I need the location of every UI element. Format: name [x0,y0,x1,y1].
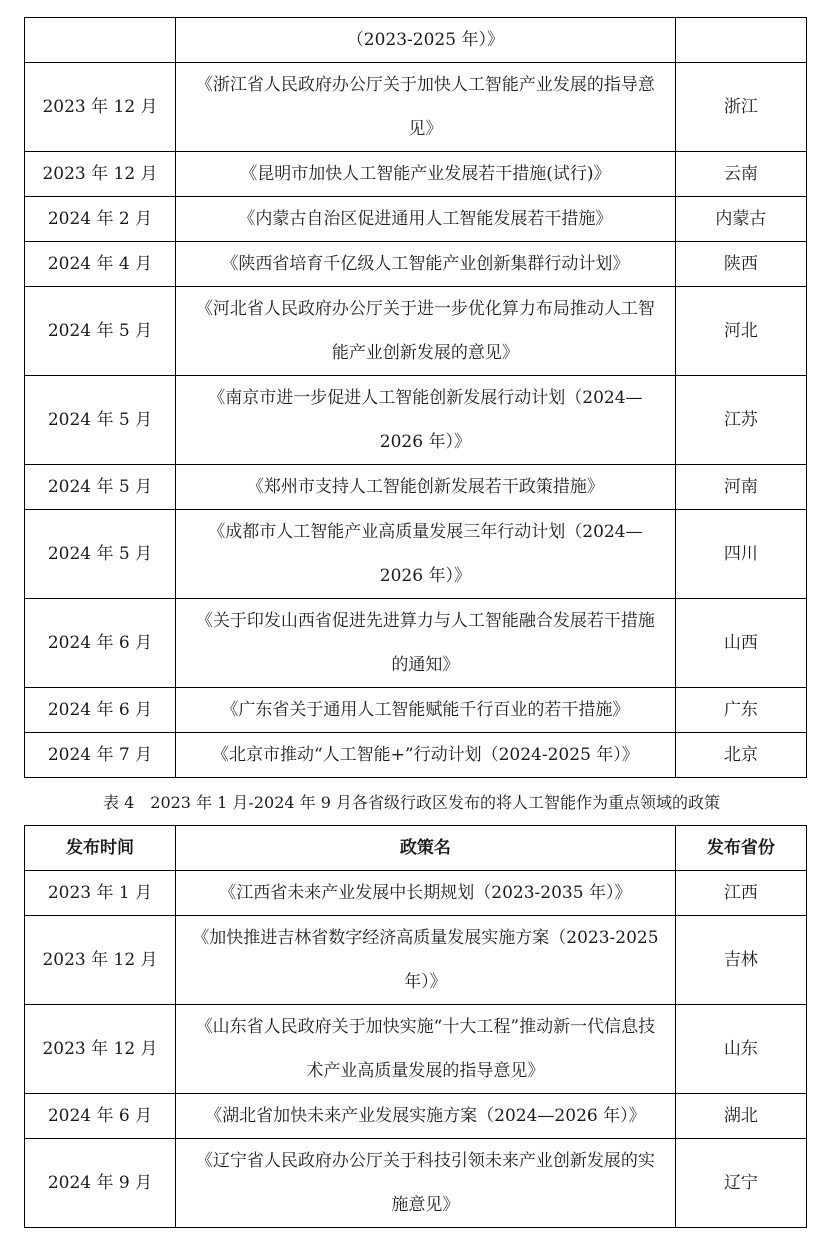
province-cell: 湖北 [675,1094,806,1139]
date-cell: 2024 年 5 月 [25,287,176,376]
policy-cell: 《江西省未来产业发展中长期规划（2023-2035 年）》 [175,871,675,916]
header-date: 发布时间 [25,826,176,871]
table-row [25,376,807,465]
date-cell: 2024 年 4 月 [25,242,176,287]
policy-table-4 [24,825,807,1228]
header-province: 发布省份 [675,826,806,871]
table-row [25,688,807,733]
policy-cell: 《内蒙古自治区促进通用人工智能发展若干措施》 [175,197,675,242]
policy-cell: 《广东省关于通用人工智能赋能千行百业的若干措施》 [175,688,675,733]
date-cell: 2024 年 2 月 [25,197,176,242]
header-policy: 政策名 [175,826,675,871]
date-cell: 2023 年 12 月 [25,1005,176,1094]
table-row [25,510,807,599]
province-cell: 陕西 [675,242,806,287]
policy-cell: 《北京市推动“人工智能+”行动计划（2024-2025 年）》 [175,733,675,778]
policy-cell: 《湖北省加快未来产业发展实施方案（2024—2026 年）》 [175,1094,675,1139]
table-row [25,916,807,1005]
province-cell: 吉林 [675,916,806,1005]
table-row [25,197,807,242]
date-cell: 2024 年 5 月 [25,376,176,465]
province-cell: 河北 [675,287,806,376]
table-row [25,1094,807,1139]
table-row [25,242,807,287]
table-row [25,1139,807,1228]
date-cell: 2023 年 12 月 [25,916,176,1005]
date-cell [25,18,176,63]
province-cell: 浙江 [675,63,806,152]
policy-table-continued [24,17,807,778]
policy-cell: 《成都市人工智能产业高质量发展三年行动计划（2024—2026 年）》 [175,510,675,599]
policy-cell: 《昆明市加快人工智能产业发展若干措施(试行)》 [175,152,675,197]
table-caption: 表 4 2023 年 1 月-2024 年 9 月各省级行政区发布的将人工智能作为重点领域的政策 [103,793,720,812]
table-row [25,871,807,916]
date-cell: 2024 年 5 月 [25,510,176,599]
date-cell: 2024 年 6 月 [25,599,176,688]
table-row [25,18,807,63]
policy-cell: 《辽宁省人民政府办公厅关于科技引领未来产业创新发展的实施意见》 [175,1139,675,1228]
table-row [25,287,807,376]
policy-cell: （2023-2025 年）》 [175,18,675,63]
policy-cell: 《郑州市支持人工智能创新发展若干政策措施》 [175,465,675,510]
province-cell: 江西 [675,871,806,916]
province-cell: 内蒙古 [675,197,806,242]
policy-cell: 《河北省人民政府办公厅关于进一步优化算力布局推动人工智能产业创新发展的意见》 [175,287,675,376]
table-row [25,63,807,152]
province-cell [675,18,806,63]
date-cell: 2024 年 7 月 [25,733,176,778]
province-cell: 江苏 [675,376,806,465]
province-cell: 山东 [675,1005,806,1094]
table-row [25,733,807,778]
province-cell: 云南 [675,152,806,197]
table-row [25,152,807,197]
date-cell: 2023 年 12 月 [25,152,176,197]
province-cell: 四川 [675,510,806,599]
province-cell: 山西 [675,599,806,688]
province-cell: 辽宁 [675,1139,806,1228]
table-row [25,1005,807,1094]
policy-cell: 《浙江省人民政府办公厅关于加快人工智能产业发展的指导意见》 [175,63,675,152]
table-header-row [25,826,807,871]
policy-cell: 《山东省人民政府关于加快实施“十大工程”推动新一代信息技术产业高质量发展的指导意见》 [175,1005,675,1094]
date-cell: 2023 年 1 月 [25,871,176,916]
province-cell: 广东 [675,688,806,733]
province-cell: 河南 [675,465,806,510]
policy-cell: 《关于印发山西省促进先进算力与人工智能融合发展若干措施的通知》 [175,599,675,688]
table-row [25,599,807,688]
date-cell: 2024 年 6 月 [25,1094,176,1139]
policy-cell: 《加快推进吉林省数字经济高质量发展实施方案（2023-2025 年）》 [175,916,675,1005]
date-cell: 2024 年 5 月 [25,465,176,510]
date-cell: 2024 年 9 月 [25,1139,176,1228]
date-cell: 2024 年 6 月 [25,688,176,733]
table-row [25,465,807,510]
province-cell: 北京 [675,733,806,778]
policy-cell: 《陕西省培育千亿级人工智能产业创新集群行动计划》 [175,242,675,287]
policy-cell: 《南京市进一步促进人工智能创新发展行动计划（2024—2026 年）》 [175,376,675,465]
date-cell: 2023 年 12 月 [25,63,176,152]
